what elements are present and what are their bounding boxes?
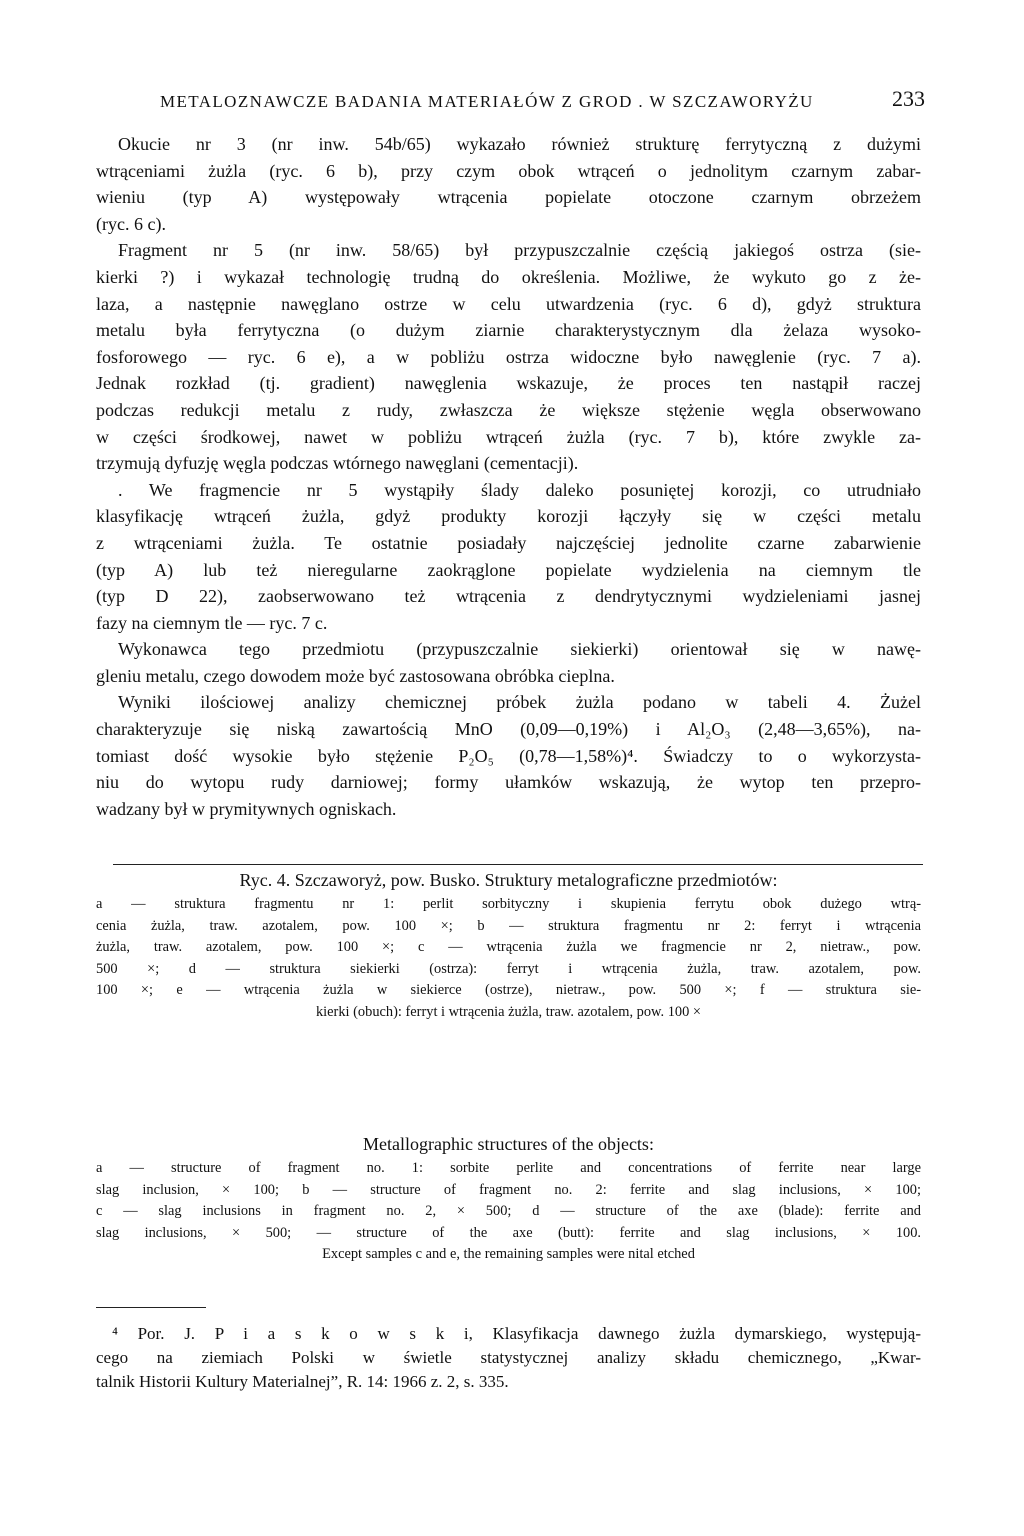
body-line: . We fragmencie nr 5 wystąpiły ślady daleko posuniętej korozji, co utrudniało bbox=[118, 479, 921, 500]
caption-line: a — structure of fragment no. 1: sorbite perlite and concentrations of ferrite near large bbox=[96, 1160, 921, 1176]
body-line: wieniu (typ A) występowały wtrącenia popielate otoczone czarnym obrzeżem bbox=[96, 187, 921, 208]
figure-caption bbox=[96, 866, 921, 1023]
body-line: (typ A) lub też nieregularne zaokrąglone popielate wydzielenia na ciemnym tle bbox=[96, 559, 921, 580]
page-number: 233 bbox=[892, 86, 925, 111]
body-line: charakteryzuje się niską zawartością MnO (0,09—0,19%) i Al₂O₃ (2,48—3,65%), na- bbox=[96, 719, 921, 740]
caption-line: slag inclusions, × 500; — structure of the axe (butt): ferrite and slag inclusions, × 100. bbox=[96, 1224, 921, 1241]
footnote bbox=[96, 1322, 921, 1394]
body-line: w części środkowej, nawet w pobliżu wtrąceń żużla (ryc. 7 b), które zwykle za- bbox=[96, 426, 921, 447]
body-line: Wykonawca tego przedmiotu (przypuszczalnie siekierki) orientował się w nawę- bbox=[118, 639, 921, 660]
body-line: z wtrąceniami żużla. Te ostatnie posiadały najczęściej jednolite czarne zabarwienie bbox=[96, 532, 921, 553]
running-title: METALOZNAWCZE BADANIA MATERIAŁÓW Z GROD . W SZCZAWORYŻU bbox=[160, 92, 814, 111]
body-line: wtrąceniami żużla (ryc. 6 b), przy czym obok wtrąceń o jednolitym czarnym zabar- bbox=[96, 160, 921, 181]
body-line: kierki ?) i wykazał technologię trudną do określenia. Możliwe, że wykuto go z że- bbox=[96, 266, 921, 287]
caption-line: slag inclusion, × 100; b — structure of fragment no. 2: ferrite and slag inclusions, × 100; bbox=[96, 1181, 921, 1198]
body-line: Wyniki ilościowej analizy chemicznej próbek żużla podano w tabeli 4. Żużel bbox=[118, 692, 921, 713]
caption-line: żużla, traw. azotalem, pow. 100 ×; c — wtrącenia żużla we fragmencie nr 2, nietraw., pow. bbox=[96, 939, 921, 955]
body-line: niu do wytopu rudy darniowej; formy ułamków wskazują, że wytop ten przepro- bbox=[96, 772, 921, 793]
body-line: Fragment nr 5 (nr inw. 58/65) był przypuszczalnie częścią jakiegoś ostrza (sie- bbox=[118, 240, 921, 261]
footnote-divider bbox=[96, 1307, 206, 1308]
body-line: metalu była ferrytyczna (o dużym ziarnie charakterystycznym dla żelaza wysoko- bbox=[96, 320, 921, 341]
body-line: Jednak rozkład (tj. gradient) nawęglenia wskazuje, że proces ten nastąpił raczej bbox=[96, 373, 921, 394]
caption-line: kierki (obuch): ferryt i wtrącenia żużla, traw. azotalem, pow. 100 × bbox=[315, 1003, 702, 1020]
caption-line: Except samples c and e, the remaining samples were nital etched bbox=[322, 1246, 695, 1262]
body-line: fosforowego — ryc. 6 e), a w pobliżu ostrza widoczne było nawęglenie (ryc. 7 a). bbox=[96, 346, 921, 367]
body-line: podczas redukcji metalu z rudy, zwłaszcza że większe stężenie węgla obserwowano bbox=[96, 399, 921, 420]
caption-line: c — slag inclusions in fragment no. 2, × 500; d — structure of the axe (blade): ferrite and bbox=[96, 1203, 921, 1219]
body-line: wadzany był w prymitywnych ogniskach. bbox=[96, 798, 397, 819]
body-line: Okucie nr 3 (nr inw. 54b/65) wykazało również strukturę ferrytyczną z dużymi bbox=[118, 134, 921, 154]
running-header bbox=[160, 86, 925, 116]
body-line: gleniu metalu, czego dowodem może być zastosowana obróbka cieplna. bbox=[96, 665, 615, 686]
body-line: laza, a następnie nawęglano ostrze w celu utwardzenia (ryc. 6 d), gdyż struktura bbox=[96, 293, 921, 314]
footnote-line: cego na ziemiach Polski w świetle statystycznej analizy składu chemicznego, „Kwar- bbox=[96, 1348, 921, 1367]
caption-line: 500 ×; d — struktura siekierki (ostrza): ferryt i wtrącenia żużla, traw. azotalem, pow. bbox=[96, 960, 921, 977]
caption-line: a — struktura fragmentu nr 1: perlit sorbityczny i skupienia ferrytu obok dużego wtrą- bbox=[96, 896, 921, 912]
body-line: tomiast dość wysokie było stężenie P₂O₅ (0,78—1,58%)⁴. Świadczy to o wykorzysta- bbox=[96, 745, 921, 766]
body-line: (typ D 22), zaobserwowano też wtrącenia z dendrytycznymi wydzieleniami jasnej bbox=[96, 586, 921, 607]
footnote-line: ⁴ Por. J. P i a s k o w s k i, Klasyfikacja dawnego żużla dymarskiego, występują- bbox=[112, 1324, 921, 1343]
caption-title: Ryc. 4. Szczaworyż, pow. Busko. Struktury metalograficzne przedmiotów: bbox=[239, 870, 778, 890]
body-paragraphs bbox=[96, 131, 921, 822]
body-line: klasyfikację wtrąceń żużla, gdyż produkty korozji łączyły się w części metalu bbox=[96, 506, 921, 527]
figure-caption-english bbox=[96, 1130, 921, 1266]
section-divider bbox=[113, 864, 923, 865]
body-line: (ryc. 6 c). bbox=[96, 213, 166, 234]
caption-english-title: Metallographic structures of the objects: bbox=[363, 1134, 654, 1154]
footnote-line: talnik Historii Kultury Materialnej”, R. 14: 1966 z. 2, s. 335. bbox=[96, 1372, 509, 1391]
body-line: fazy na ciemnym tle — ryc. 7 c. bbox=[96, 612, 328, 633]
caption-line: cenia żużla, traw. azotalem, pow. 100 ×; b — struktura fragmentu nr 2: ferryt i wtrącenia bbox=[96, 917, 921, 934]
caption-line: 100 ×; e — wtrącenia żużla w siekierce (ostrze), nietraw., pow. 500 ×; f — struktura sie- bbox=[96, 982, 921, 998]
body-line: trzymują dyfuzję węgla podczas wtórnego nawęglani (cementacji). bbox=[96, 453, 579, 474]
